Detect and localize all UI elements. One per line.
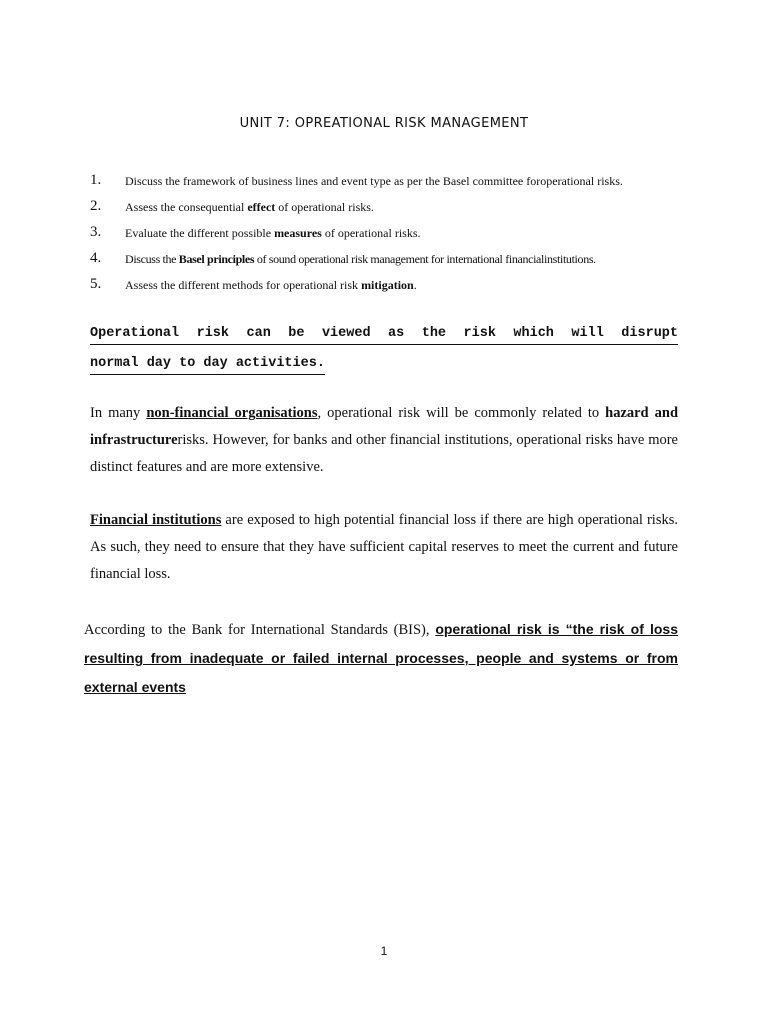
- definition-highlight: [90, 322, 678, 377]
- question-number: 1.: [90, 172, 102, 188]
- question-item: [90, 170, 710, 196]
- question-number: 5.: [90, 276, 102, 292]
- question-list: [90, 170, 710, 300]
- document-title: UNIT 7: OPREATIONAL RISK MANAGEMENT: [239, 116, 529, 131]
- term-financial-institutions: Financial institutions: [90, 512, 222, 528]
- question-number: 3.: [90, 224, 102, 240]
- question-text: Evaluate the different possible measures of operational risks.: [125, 226, 421, 240]
- term-hazard: hazard and: [605, 405, 679, 421]
- question-text: Discuss the framework of business lines and event type as per the Basel committee foroperational risks.: [125, 174, 623, 188]
- question-keyword: measures: [274, 226, 322, 240]
- term-non-financial-organisations: non-financial organisations: [146, 405, 318, 421]
- question-text: Assess the consequential effect of operational risks.: [125, 200, 374, 214]
- paragraph-financial-institutions: Financial institutions are exposed to high potential financial loss if there are high operational risks. As such, they need to ensure that they have sufficient capital reserves to meet the current and future financial loss.: [90, 512, 678, 582]
- question-keyword: effect: [247, 200, 276, 214]
- question-text: Assess the different methods for operational risk mitigation.: [125, 278, 417, 292]
- question-item: [90, 274, 710, 300]
- question-text: Discuss the Basel principles of sound operational risk management for international financialinstitutions.: [125, 252, 596, 266]
- question-keyword: mitigation: [361, 278, 414, 292]
- question-item: [90, 222, 710, 248]
- question-keyword: Basel principles: [178, 252, 255, 266]
- question-number: 2.: [90, 198, 102, 214]
- page-number: 1: [380, 944, 388, 958]
- bis-definition-quote: operational risk is “the risk of loss resulting from inadequate or failed internal processes, people and systems or from external events: [84, 621, 678, 695]
- paragraph-bis-definition: According to the Bank for International Standards (BIS), operational risk is “the risk of loss resulting from inadequate or failed internal processes, people and systems or from external events: [84, 621, 678, 695]
- question-number: 4.: [90, 250, 102, 266]
- term-infrastructure: infrastructure: [90, 432, 178, 448]
- question-item: [90, 196, 710, 222]
- question-item: [90, 248, 710, 274]
- definition-line-1: Operational risk can be viewed as the risk which will disrupt: [90, 322, 678, 345]
- paragraph-non-financial: In many non-financial organisations, operational risk will be commonly related to hazard and infrastructurerisks. However, for banks and other financial institutions, operational risks have more distinct features and are more extensive.: [90, 405, 679, 475]
- definition-line-2: normal day to day activities.: [90, 352, 325, 375]
